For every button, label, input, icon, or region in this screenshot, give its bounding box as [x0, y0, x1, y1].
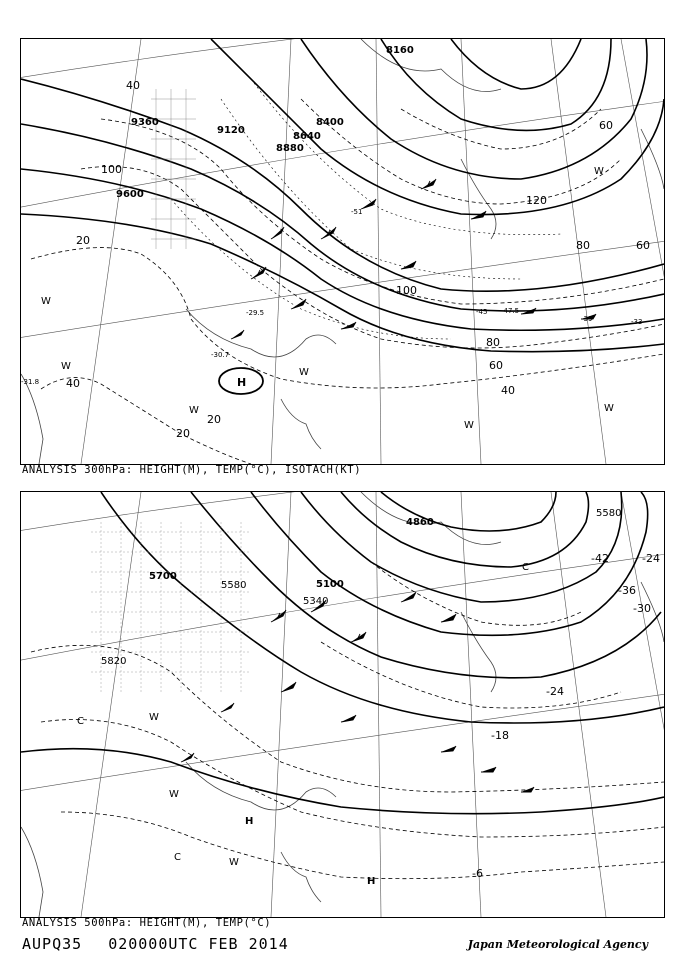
isotach-label: 80 [576, 239, 590, 252]
temp-label: -39 [581, 315, 593, 323]
caption-500hpa: ANALYSIS 500hPa: HEIGHT(M), TEMP(°C) [22, 917, 272, 929]
isotach-label: 20 [76, 234, 90, 247]
map-300hpa [20, 38, 665, 465]
agency-credit: Japan Meteorological Agency [467, 938, 648, 951]
cold-center-label: C [77, 716, 84, 727]
valid-time: 020000UTC FEB 2014 [108, 935, 289, 953]
warm-marker: W [61, 361, 71, 372]
chart-identifier [22, 935, 315, 953]
high-center-label: H [367, 876, 376, 887]
height-label: 5100 [316, 579, 344, 590]
height-label: 9600 [116, 189, 144, 200]
cold-center-label: C [522, 562, 529, 573]
temp-label: -30 [633, 602, 651, 615]
temp-label: -30.7 [211, 351, 230, 359]
height-label: 9120 [217, 125, 245, 136]
warm-marker: W [41, 296, 51, 307]
height-label: 8880 [276, 143, 304, 154]
warm-marker: W [149, 712, 159, 723]
warm-marker: W [604, 403, 614, 414]
caption-300hpa: ANALYSIS 300hPa: HEIGHT(M), TEMP(°C), ISOTACH(KT) [22, 464, 362, 476]
temp-label: -6 [472, 867, 483, 880]
isotach-label: 40 [126, 79, 140, 92]
height-label: 4860 [406, 517, 434, 528]
isotach-label: 40 [501, 384, 515, 397]
height-label: 8640 [293, 131, 321, 142]
temp-label: -31.8 [21, 378, 40, 386]
temp-label: -47.5 [501, 307, 520, 315]
isotach-label: 60 [636, 239, 650, 252]
chart-code: AUPQ35 [22, 935, 83, 953]
temp-label: -24 [546, 685, 564, 698]
height-label: 5340 [303, 596, 329, 607]
height-label: 8160 [386, 45, 414, 56]
high-center-label: H [245, 816, 254, 827]
temp-label: -36 [618, 584, 636, 597]
warm-marker: W [299, 367, 309, 378]
temp-label: -18 [491, 729, 509, 742]
temp-label: -45 [476, 308, 488, 316]
isotach-label: 100 [101, 163, 122, 176]
isotach-label: 80 [486, 336, 500, 349]
temp-label: -42 [591, 552, 609, 565]
height-contours [21, 492, 664, 814]
map-300hpa-canvas [21, 39, 664, 464]
isotach-label: 60 [599, 119, 613, 132]
map-500hpa [20, 491, 665, 918]
height-label: 9360 [131, 117, 159, 128]
isotach-label: 40 [66, 377, 80, 390]
temp-label: -29.5 [246, 309, 265, 317]
wind-barbs [181, 592, 534, 792]
warm-marker: W [464, 420, 474, 431]
warm-marker: W [169, 789, 179, 800]
warm-marker: W [594, 166, 604, 177]
map-500hpa-canvas [21, 492, 664, 917]
height-label: 5580 [221, 580, 247, 591]
graticule [21, 39, 664, 464]
height-label: 5820 [101, 656, 127, 667]
warm-marker: W [189, 405, 199, 416]
isotach-label: 120 [526, 194, 547, 207]
isotach-label: 60 [489, 359, 503, 372]
height-label: 5580 [596, 508, 622, 519]
high-center-label: H [237, 376, 247, 389]
cold-center-label: C [174, 852, 181, 863]
height-label: 8400 [316, 117, 344, 128]
isotach-label: 20 [176, 427, 190, 440]
isotach-lines [31, 99, 664, 464]
isotach-label: 100 [396, 284, 417, 297]
temp-label: -33 [631, 318, 643, 326]
temp-label: -24 [642, 552, 660, 565]
height-label: 5700 [149, 571, 177, 582]
coastline [21, 39, 664, 464]
temp-label: -51 [351, 208, 363, 216]
warm-marker: W [229, 857, 239, 868]
isotach-label: 20 [207, 413, 221, 426]
